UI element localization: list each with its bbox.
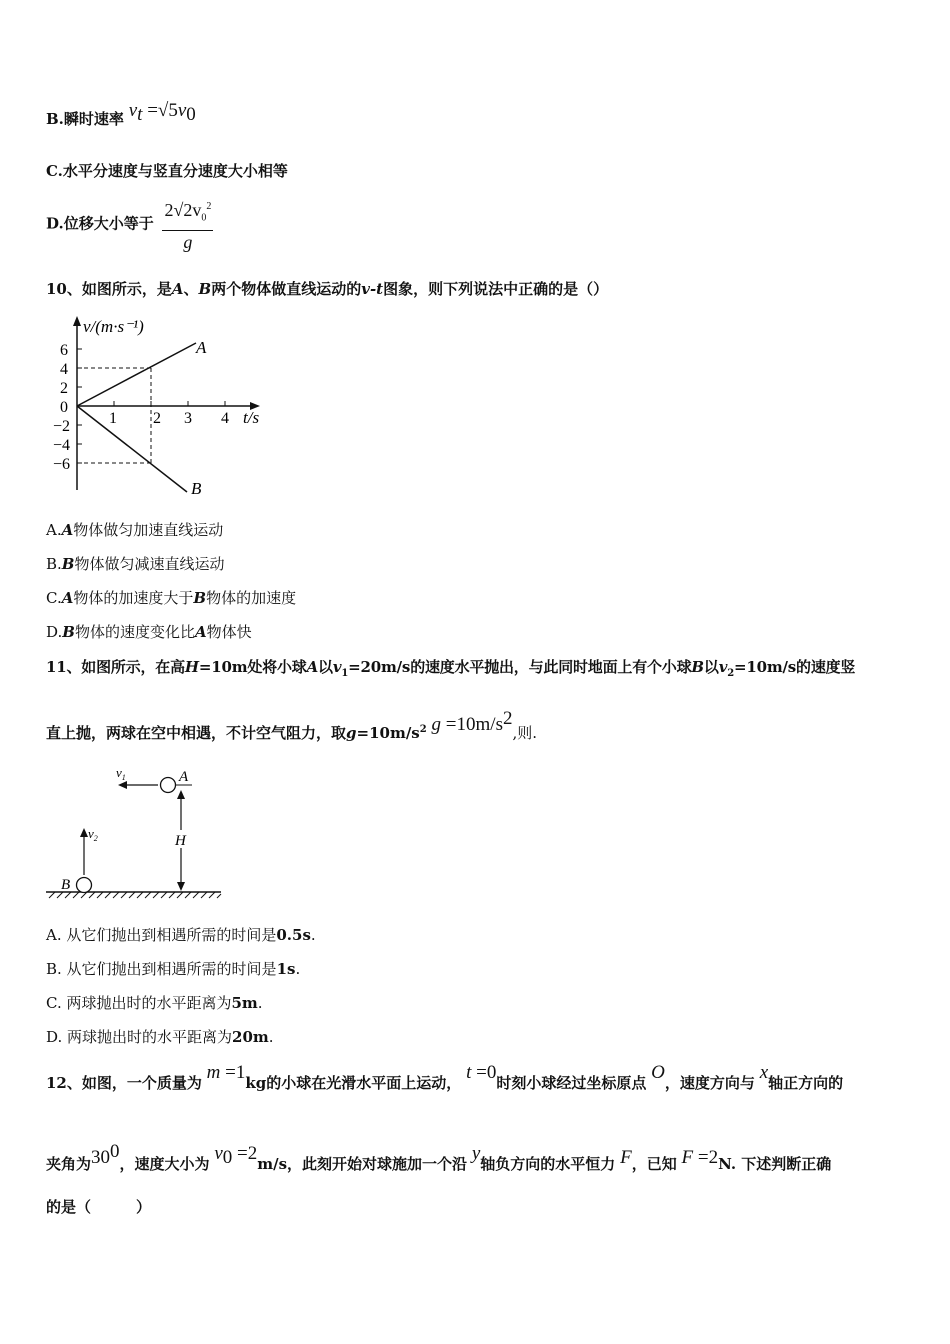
q10-stem-b: B (198, 280, 212, 298)
h-arrow-down-icon (177, 882, 185, 891)
y-tick: −2 (52, 418, 70, 435)
line-a (77, 343, 196, 406)
q11-text: 处将小球 (247, 658, 307, 676)
q9-option-b (46, 100, 196, 134)
q11-option-c (46, 992, 263, 1014)
q11-option-d (46, 1026, 274, 1048)
q12-text: kg (245, 1074, 267, 1092)
x-axis-label: t/s (243, 408, 260, 427)
option-value: 5m (231, 994, 258, 1012)
option-prefix: A. (46, 521, 62, 539)
q12-math-m (207, 1064, 246, 1082)
q11-stem-line1 (46, 656, 855, 685)
y-tick: −6 (52, 456, 70, 473)
option-text: 物体的加速度大于 (73, 589, 194, 607)
option-text: C. 两球抛出时的水平距离为 (46, 994, 232, 1012)
fraction-denominator: g (183, 231, 193, 252)
q9-option-d-fraction (162, 196, 213, 253)
q11-text: =10m (198, 658, 248, 676)
q11-text: 以 (703, 658, 719, 676)
q11-text: 直上抛，两球在空中相遇，不计空气阻力，取 (46, 724, 347, 742)
q11-stem-line2 (46, 708, 538, 744)
x-tick: 3 (184, 410, 192, 427)
math-m: m (206, 1062, 221, 1083)
ball-a-label: A (179, 769, 189, 785)
ball-b (77, 878, 92, 893)
option-end: . (310, 926, 316, 944)
q12-text: N (718, 1155, 731, 1173)
option-value: 0.5s (276, 926, 311, 944)
option-text: 物体快 (206, 623, 252, 641)
q10-stem-a: A (171, 280, 184, 298)
q11-text: ,则. (512, 724, 538, 742)
q11-option-b (46, 958, 300, 980)
v1-arrowhead-icon (118, 781, 127, 789)
v2-label: $v_2$ (88, 826, 98, 843)
q11-var-g: g (346, 724, 357, 742)
q10-stem (46, 278, 608, 300)
num-sup: 2 (206, 201, 212, 212)
option-value: 20m (232, 1028, 269, 1046)
q12-text: 时刻小球经过坐标原点 (496, 1074, 647, 1092)
q9-option-b-math (128, 100, 196, 125)
math-f: F (620, 1147, 632, 1168)
math-sup: 2 (502, 708, 513, 729)
q11-sub: 1 (341, 668, 349, 679)
math-v0-val: =2 (237, 1143, 258, 1164)
q12-text: ，已知 (631, 1155, 677, 1173)
y-tick: −4 (52, 437, 70, 454)
math-angle: 30 (91, 1147, 111, 1168)
q12-text: . 下述判断正确 (730, 1155, 832, 1173)
fraction-numerator (162, 196, 213, 231)
option-end: . (257, 994, 263, 1012)
q11-var-a: A (306, 658, 319, 676)
math-sub0: 0 (186, 104, 196, 125)
q12-math-t (466, 1064, 496, 1082)
option-object: B (62, 623, 75, 641)
option-value: 1s (276, 960, 296, 978)
option-end: . (295, 960, 301, 978)
q11-var-b: B (691, 658, 704, 676)
option-object: A (194, 623, 207, 641)
math-y: y (471, 1143, 481, 1164)
x-tick: 1 (109, 410, 117, 427)
q12-text: 轴负方向的水平恒力 (480, 1155, 616, 1173)
math-m-val: =1 (225, 1062, 246, 1083)
q10-stem-sep: 、 (183, 280, 199, 298)
q11-option-a (46, 924, 316, 946)
q10-stem-vt: v-t (361, 280, 384, 298)
h-label: H (175, 833, 186, 849)
q12-text: 轴正方向的 (768, 1074, 844, 1092)
q10-option-b (46, 553, 225, 575)
q10-option-a (46, 519, 223, 541)
option-prefix: C. (46, 589, 62, 607)
q11-var-v1: v (332, 658, 342, 676)
q11-text: =10m/s (356, 724, 420, 742)
y-tick: 2 (60, 380, 68, 397)
q11-figure (46, 760, 226, 902)
option-prefix: B. (46, 555, 62, 573)
y-axis-label: v/(m·s⁻¹) (83, 317, 144, 336)
option-object: A (61, 521, 74, 539)
q12-math-v0 (214, 1143, 258, 1168)
q11-math-g (431, 708, 513, 735)
ground-hatch (49, 892, 221, 898)
option-text: 物体的加速度 (206, 589, 297, 607)
math-v0: v (177, 100, 187, 121)
math-v: v (128, 100, 138, 121)
q10-vt-graph (50, 310, 280, 500)
line-b-label: B (191, 479, 202, 498)
line-a-label: A (196, 338, 207, 357)
y-axis-arrow-icon (73, 316, 81, 326)
q12-text: ，此刻开始对球施加一个沿 (287, 1155, 468, 1173)
y-tick: 4 (60, 361, 68, 378)
q10-option-d (46, 621, 252, 643)
v2-arrowhead-icon (80, 828, 88, 837)
math-angle-sup: 0 (110, 1141, 120, 1162)
math-sub: t (137, 104, 143, 125)
math-val: =10m/s (445, 714, 503, 735)
ball-a (161, 778, 176, 793)
math-f2-val: =2 (697, 1147, 719, 1168)
q10-stem-mid: 两个物体做直线运动的 (211, 280, 362, 298)
q12-text: 夹角为 (46, 1155, 92, 1173)
q9-option-b-label: B.瞬时速率 (46, 110, 124, 128)
q9-option-c: C.水平分速度与竖直分速度大小相等 (46, 162, 288, 180)
q12-stem-line2 (46, 1141, 832, 1179)
q11-text: 以 (318, 658, 333, 676)
math-v0: v (214, 1143, 223, 1164)
option-object: A (61, 589, 74, 607)
q10-stem-prefix: 10、如图所示，是 (46, 280, 172, 298)
x-ticks (109, 401, 229, 427)
q9-option-d-label: D.位移大小等于 (46, 214, 154, 233)
y-tick: 6 (60, 342, 68, 359)
q12-math-f-eq (681, 1149, 718, 1167)
q12-text: 的小球在光滑水平面上运动， (266, 1074, 462, 1092)
num-text: 2√2v (164, 200, 202, 220)
x-tick: 4 (221, 410, 229, 427)
q9-option-d (46, 196, 213, 253)
math-f2: F (681, 1147, 694, 1168)
num-sub: 0 (201, 212, 207, 224)
math-o: O (651, 1062, 665, 1083)
q11-text: 的速度水平抛出，与此同时地面上有个小球 (410, 658, 692, 676)
math-x: x (759, 1062, 769, 1083)
q12-text: m/s (257, 1155, 288, 1173)
q11-sup: 2 (419, 724, 427, 735)
option-end: . (268, 1028, 274, 1046)
option-text: A. 从它们抛出到相遇所需的时间是 (46, 926, 277, 944)
option-object: B (61, 555, 75, 573)
q11-text: 的速度竖 (796, 658, 856, 676)
q12-text: ，速度大小为 (119, 1155, 210, 1173)
q11-text: =20m/s (348, 658, 411, 676)
v1-label: $v_1$ (116, 765, 126, 782)
option-prefix: D. (46, 623, 63, 641)
q12-math-angle (91, 1141, 120, 1168)
q11-var-h: H (184, 658, 199, 676)
q12-text: 12、如图，一个质量为 (46, 1074, 202, 1092)
option-text: 物体做匀加速直线运动 (73, 521, 224, 539)
math-eq: =√5 (147, 100, 178, 121)
math-t-val: =0 (476, 1062, 497, 1083)
q11-text: =10m/s (733, 658, 797, 676)
q12-stem-line1 (46, 1062, 844, 1094)
math-t: t (466, 1062, 472, 1083)
q10-option-c (46, 587, 296, 609)
q12-text: ，速度方向与 (664, 1074, 755, 1092)
ball-b-label: B (61, 877, 71, 893)
y-tick: 0 (60, 399, 68, 416)
option-text: B. 从它们抛出到相遇所需的时间是 (46, 960, 277, 978)
math-v0-sub: 0 (222, 1147, 233, 1168)
q12-stem-line3: 的是（ ） (46, 1198, 152, 1216)
q11-var-v2: v (718, 658, 728, 676)
option-text: D. 两球抛出时的水平距离为 (46, 1028, 233, 1046)
q10-stem-suffix: 图象，则下列说法中正确的是（） (383, 280, 609, 298)
q11-sub: 2 (727, 668, 734, 679)
option-text: 物体的速度变化比 (74, 623, 195, 641)
line-b (77, 406, 187, 492)
h-arrow-up-icon (177, 790, 185, 799)
x-tick: 2 (153, 410, 161, 427)
math-g: g (431, 714, 442, 735)
option-text: 物体做匀减速直线运动 (74, 555, 225, 573)
option-object: B (193, 589, 207, 607)
q11-text: 11、如图所示，在高 (46, 658, 185, 676)
